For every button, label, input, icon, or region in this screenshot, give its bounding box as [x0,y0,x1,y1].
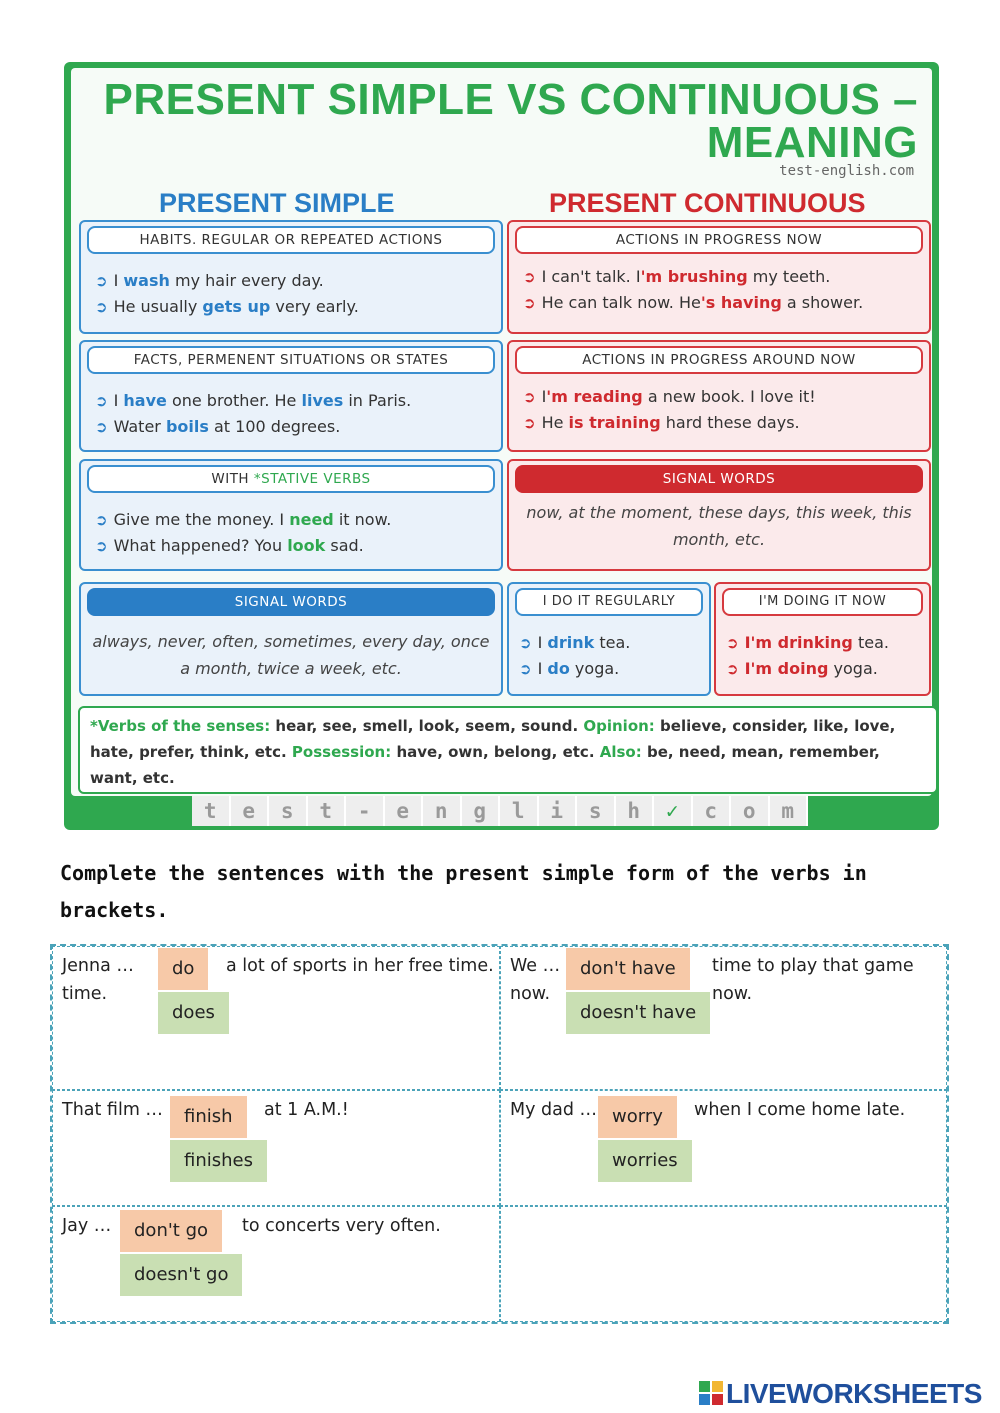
box-heading: I'M DOING IT NOW [722,588,923,616]
sentence-start: We … [510,956,561,976]
example-sentence: ➲ I have one brother. He lives in Paris. [95,391,412,410]
answer-option-correct[interactable]: finishes [170,1140,267,1182]
signal-words-text: now, at the moment, these days, this week, this month, etc. [526,503,912,549]
arrow-icon: ➲ [95,418,108,436]
box-heading: SIGNAL WORDS [87,588,495,616]
stative-verbs-box [79,459,503,571]
arrow-icon: ➲ [726,634,739,652]
signal-words-text: always, never, often, sometimes, every day, once a month, twice a week, etc. [92,632,490,678]
arrow-icon: ➲ [523,414,536,432]
answer-option-wrong[interactable]: don't go [120,1210,222,1252]
sentence-end-wrap: time. [62,984,108,1004]
answer-option-correct[interactable]: doesn't go [120,1254,242,1296]
arrow-icon: ➲ [95,537,108,555]
sentence-start: My dad … [510,1100,598,1120]
example-sentence: ➲ Give me the money. I need it now. [95,510,392,529]
box-heading: HABITS. REGULAR OR REPEATED ACTIONS [87,226,495,254]
arrow-icon: ➲ [95,511,108,529]
doing-it-now-box [714,582,931,696]
exercise-instructions: Complete the sentences with the present simple form of the verbs in brackets. [60,861,867,922]
example-sentence: ➲ He usually gets up very early. [95,297,359,316]
example-sentence: ➲ I can't talk. I'm brushing my teeth. [523,267,831,286]
do-it-regularly-box [507,582,711,696]
sentence-end: time to play that game now. [712,956,914,1004]
box-heading: I DO IT REGULARLY [515,588,703,616]
grammar-poster [64,62,939,830]
liveworksheets-logo-icon [698,1380,724,1406]
sentence-end-wrap: now. [510,984,551,1004]
arrow-icon: ➲ [523,388,536,406]
continuous-signal-words-box [507,459,931,571]
sentence-end: at 1 A.M.! [264,1100,349,1120]
around-now-box [507,340,931,452]
simple-signal-words-box [79,582,503,696]
facts-box [79,340,503,452]
habits-box [79,220,503,334]
sentence-start: That film … [62,1100,163,1120]
exercise-cell [500,1206,947,1322]
example-sentence: ➲ He can talk now. He's having a shower. [523,293,864,312]
answer-option-wrong[interactable]: don't have [566,948,690,990]
arrow-icon: ➲ [95,392,108,410]
answer-option-correct[interactable]: doesn't have [566,992,710,1034]
brand-letter-strip: t e s t - e n g l i s h ✓ c o m [192,796,808,826]
example-sentence: ➲ He is training hard these days. [523,413,800,432]
arrow-icon: ➲ [95,298,108,316]
example-sentence: ➲ I do yoga. [519,659,620,678]
poster-panel [71,68,932,796]
answer-option-wrong[interactable]: worry [598,1096,677,1138]
arrow-icon: ➲ [726,660,739,678]
answer-option-correct[interactable]: worries [598,1140,692,1182]
example-sentence: ➲ Water boils at 100 degrees. [95,417,341,436]
stative-verbs-note: *Verbs of the senses: hear, see, smell, look, seem, sound. Opinion: believe, consider, like, love, hate, prefer, think, etc. Possession: have, own, belong, etc. Also: be, need, mean, remember, want, etc. [78,706,938,794]
box-heading: ACTIONS IN PROGRESS NOW [515,226,923,254]
present-simple-title: PRESENT SIMPLE [159,188,395,218]
answer-option-correct[interactable]: does [158,992,229,1034]
sentence-start: Jenna … [62,956,134,976]
example-sentence: ➲ I'm drinking tea. [726,633,889,652]
sentence-end: to concerts very often. [242,1216,441,1236]
arrow-icon: ➲ [519,634,532,652]
exercise-grid [50,944,949,1324]
example-sentence: ➲ I'm doing yoga. [726,659,878,678]
example-sentence: ➲ I drink tea. [519,633,631,652]
poster-title: PRESENT SIMPLE VS CONTINUOUS – MEANING [103,75,918,167]
example-sentence: ➲ What happened? You look sad. [95,536,364,555]
sentence-start: Jay … [62,1216,112,1236]
answer-option-wrong[interactable]: do [158,948,208,990]
example-sentence: ➲ I'm reading a new book. I love it! [523,387,816,406]
arrow-icon: ➲ [523,294,536,312]
arrow-icon: ➲ [523,268,536,286]
arrow-icon: ➲ [519,660,532,678]
box-heading: WITH *STATIVE VERBS [87,465,495,493]
box-heading: SIGNAL WORDS [515,465,923,493]
arrow-icon: ➲ [95,272,108,290]
liveworksheets-logo: LIVEWORKSHEETS [698,1378,982,1410]
present-continuous-title: PRESENT CONTINUOUS [549,188,866,218]
answer-option-wrong[interactable]: finish [170,1096,247,1138]
in-progress-now-box [507,220,931,334]
sentence-end: a lot of sports in her free time. [226,956,494,976]
example-sentence: ➲ I wash my hair every day. [95,271,324,290]
sentence-end: when I come home late. [694,1100,906,1120]
box-heading: FACTS, PERMENENT SITUATIONS OR STATES [87,346,495,374]
box-heading: ACTIONS IN PROGRESS AROUND NOW [515,346,923,374]
poster-brand: test-english.com [779,163,914,179]
